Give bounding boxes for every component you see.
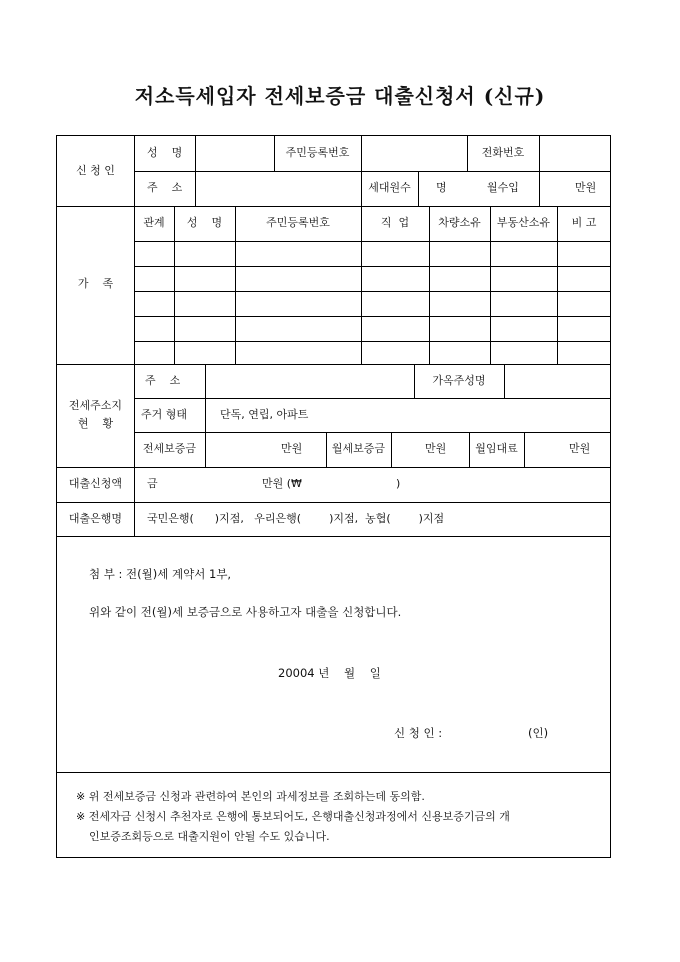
seal-mark: (인) — [528, 726, 549, 740]
family-col-relation: 관계 — [143, 216, 165, 229]
loan-amount-close: ) — [396, 477, 401, 490]
divider — [504, 364, 505, 398]
divider — [134, 316, 611, 317]
consent-note: ※ 위 전세보증금 신청과 관련하여 본인의 과세정보를 조회하는데 동의함. — [76, 790, 425, 803]
monthly-deposit-unit: 만원 — [425, 442, 447, 455]
credit-note: ※ 전세자금 신청시 추천자로 은행에 통보되어도, 은행대출신청과정에서 신용보증기금의 개 — [76, 810, 510, 823]
divider — [57, 364, 611, 365]
divider — [539, 171, 540, 206]
house-owner-label: 가옥주성명 — [432, 374, 486, 387]
housing-type-value: 단독, 연립, 아파트 — [220, 408, 309, 421]
income-unit: 만원 — [575, 181, 597, 194]
monthly-rent-label: 월임대료 — [475, 442, 518, 455]
divider — [361, 136, 362, 206]
monthly-income-label: 월수입 — [487, 181, 519, 194]
credit-note-continued: 인보증조회등으로 대출지원이 안될 수도 있습니다. — [89, 830, 330, 843]
divider — [134, 266, 611, 267]
family-col-vehicle: 차량소유 — [438, 216, 481, 229]
divider — [205, 364, 206, 398]
divider — [195, 136, 196, 206]
divider — [391, 432, 392, 467]
family-col-remarks: 비 고 — [571, 216, 597, 229]
loan-amount-label: 대출신청액 — [68, 477, 123, 490]
lease-section-label-2: 현 황 — [77, 417, 114, 430]
divider — [205, 432, 206, 467]
household-count-label: 세대원수 — [368, 181, 411, 194]
divider — [418, 171, 419, 206]
loan-bank-options: 국민은행( )지점, 우리은행( )지점, 농협( )지점 — [147, 512, 445, 525]
family-col-rrn: 주민등록번호 — [266, 216, 330, 229]
application-date: 20004 년 월 일 — [278, 666, 381, 680]
housing-type-label: 주거 형태 — [141, 408, 188, 421]
divider — [57, 536, 611, 537]
rrn-label: 주민등록번호 — [285, 146, 350, 159]
monthly-rent-unit: 만원 — [569, 442, 591, 455]
divider — [134, 467, 135, 536]
divider — [539, 136, 540, 171]
name-label: 성 명 — [147, 146, 183, 159]
divider — [57, 206, 611, 207]
applicant-section-label: 신 청 인 — [76, 164, 115, 177]
statement-text: 위와 같이 전(월)세 보증금으로 사용하고자 대출을 신청합니다. — [89, 605, 402, 619]
loan-bank-label: 대출은행명 — [68, 512, 123, 525]
application-form — [56, 135, 611, 858]
divider — [57, 467, 611, 468]
monthly-deposit-label: 월세보증금 — [331, 442, 386, 455]
divider — [57, 772, 611, 773]
family-col-job: 직 업 — [380, 216, 410, 229]
family-col-realestate: 부동산소유 — [496, 216, 551, 229]
divider — [205, 398, 206, 432]
divider — [134, 241, 611, 242]
phone-label: 전화번호 — [481, 146, 525, 159]
deposit-unit: 만원 — [281, 442, 303, 455]
family-col-name: 성 명 — [186, 216, 223, 229]
divider — [134, 291, 611, 292]
address-label: 주 소 — [147, 181, 183, 194]
loan-amount-suffix: 만원 (₩ — [262, 477, 302, 490]
household-unit: 명 — [436, 181, 447, 194]
divider — [134, 341, 611, 342]
lease-section-label: 전세주소지 — [68, 399, 123, 412]
divider — [524, 432, 525, 467]
deposit-label: 전세보증금 — [142, 442, 197, 455]
lease-address-label: 주 소 — [145, 374, 181, 387]
loan-amount-prefix: 금 — [147, 477, 158, 490]
family-section-label: 가 족 — [77, 277, 114, 290]
attachment-text: 첨 부 : 전(월)세 계약서 1부, — [89, 567, 232, 581]
divider — [57, 502, 611, 503]
page-title: 저소득세입자 전세보증금 대출신청서 (신규) — [134, 84, 546, 108]
signer-label: 신 청 인 : — [394, 726, 443, 740]
